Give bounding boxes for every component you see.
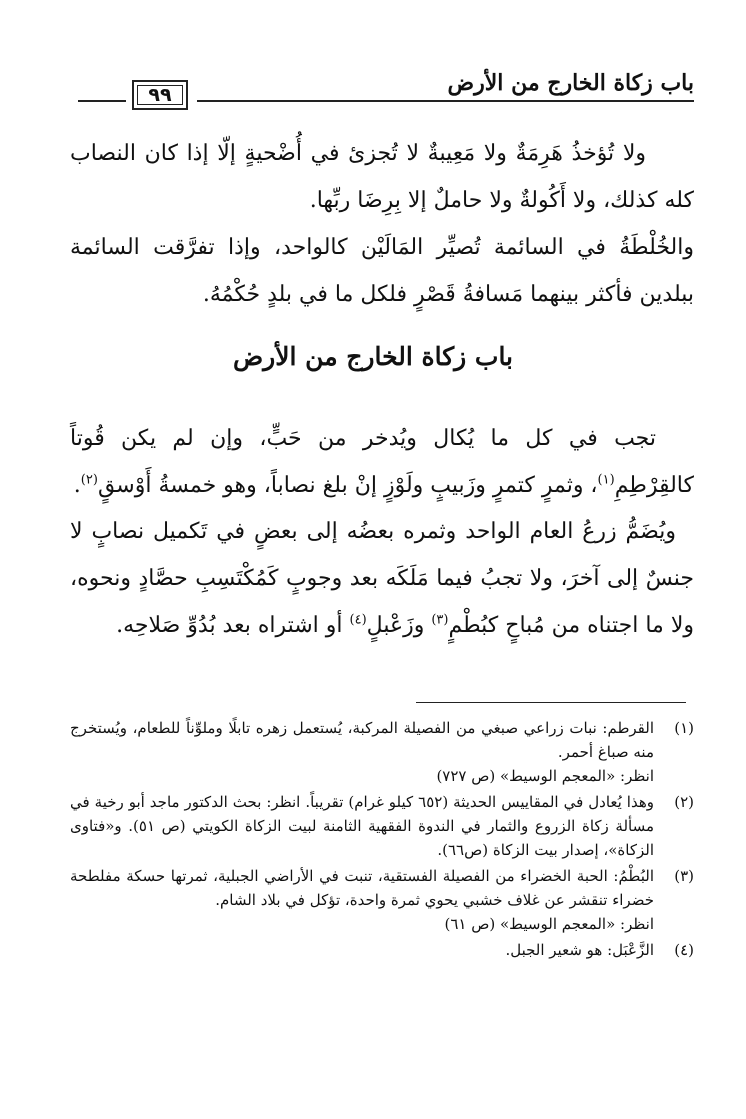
paragraph-4-text-a: ويُضَمُّ زرعُ العام الواحد وثمره بعضُه إلى بعضٍ في تَكميل نصابٍ لا جنسٌ إلى آخرَ، ولا تجبُ فيما مَلَكَه بعد وجوبٍ كَمُكْتَسِبِ حصَّادٍ ونحوه، ولا ما اجتناه من مُباحٍ كبُطْمٍ [70,519,694,638]
footnote-body [70,864,654,936]
page-number: ٩٩ [137,85,183,105]
paragraph-3-text-a: تجب في كل ما يُكال ويُدخر من حَبٍّ، وإن لم يكن قُوتاً كالقِرْطِمِ [70,426,694,498]
footnote-body [70,938,654,962]
footnote-ref-1[interactable]: (١) [597,472,615,488]
footnote-text: القرطم: نبات زراعي صبغي من الفصيلة المركبة، يُستعمل زهره تابلًا وملوِّناً للطعام، ويُستخرج منه صباغ أحمر. [70,719,654,761]
paragraph-4-text-b: وزَعْبلٍ [366,613,432,638]
footnote-text: الزَّعْبَل: هو شعير الجبل. [505,941,654,959]
paragraph-3-text-b: ، وثمرٍ كتمرٍ وزَبيبٍ ولَوْزٍ إنْ بلغ نصاباً، وهو خمسةُ أَوْسقٍ [97,473,598,498]
footnote-ref-3[interactable]: (٣) [431,612,449,628]
paragraph-4-text-c: أو اشتراه بعد بُدُوِّ صَلاحِه. [116,613,350,638]
footnote-item [70,790,694,862]
footnote-item [70,938,694,962]
footnote-number: (١) [674,719,694,737]
paragraph-3 [70,415,694,509]
footnote-ref-4[interactable]: (٤) [349,612,367,628]
paragraph-4 [70,508,694,649]
footnote-number: (٤) [674,941,694,959]
paragraph-2: والخُلْطَةُ في السائمة تُصيِّر المَالَيْن كالواحد، وإذا تفرَّقت السائمة ببلدين فأكثر بينهما مَسافةُ قَصْرٍ فلكل ما في بلدٍ حُكْمُهُ. [70,235,694,307]
header-rule [197,100,694,102]
footnote-body [70,790,654,862]
section-heading: باب زكاة الخارج من الأرض [232,342,514,371]
footnote-reference: انظر: «المعجم الوسيط» (ص ٧٢٧) [436,767,654,785]
footnote-text: وهذا يُعادل في المقاييس الحديثة (٦٥٢ كيلو غرام) تقريباً. انظر: بحث الدكتور ماجد أبو رخية في مسألة زكاة الزروع والثمار في الندوة الفقهية الثامنة لبيت الزكاة الكويتي (ص ٥١). و«فتاوى الزكاة»، إصدار بيت الزكاة (ص٦٦). [70,793,655,859]
running-title: باب زكاة الخارج من الأرض [447,70,694,96]
footnote-ref-2[interactable]: (٢) [80,472,98,488]
paragraph-1: ولا تُؤخذُ هَرِمَةٌ ولا مَعِيبةٌ لا تُجزئ في أُضْحيةٍ إلّا إذا كان النصاب كله كذلك، ولا أَكُولةٌ ولا حاملٌ إلا بِرِضَا ربِّها. [70,141,694,213]
page-number-box [132,80,188,110]
footnote-separator [416,702,686,703]
header-rule-left [78,100,126,102]
footnote-body [70,716,654,788]
footnote-item [70,864,694,936]
footnote-item [70,716,694,788]
footnote-number: (٣) [674,867,694,885]
footnotes-list [70,716,694,964]
paragraph-3-text-c: . [73,473,81,498]
footnote-text: البُطْمُ: الحبة الخضراء من الفصيلة الفستقية، تنبت في الأراضي الجبلية، ثمرتها حسكة مفلطحة خضراء تنقشر عن غلاف خشبي يحوي ثمرة واحدة، تؤكل في بلاد الشام. [70,867,654,909]
footnote-number: (٢) [674,793,694,811]
footnote-reference: انظر: «المعجم الوسيط» (ص ٦١) [444,915,654,933]
